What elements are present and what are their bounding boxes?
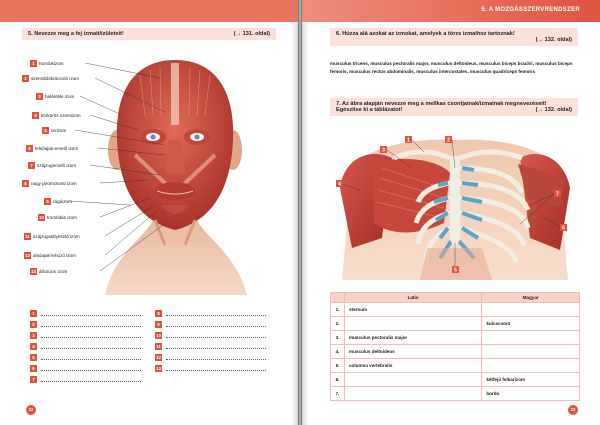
chest-label-1: 1 (407, 137, 410, 144)
chest-label-5: 5 (454, 267, 457, 274)
page-number-left: 32 (26, 405, 36, 415)
face-label: 4 körkörös szemizom (32, 112, 81, 119)
face-label: 8 nagy járomcsonti izom (22, 180, 77, 187)
question-7-ref: (→ 132. oldal) (535, 107, 572, 113)
left-page (0, 0, 298, 425)
question-7-bar (330, 98, 578, 116)
answer-row[interactable]: 7 (30, 376, 141, 383)
table-row: 4. musculus deltoideus (331, 345, 580, 359)
question-6-bar (330, 28, 578, 46)
question-6-ref: (→ 132. oldal) (535, 37, 572, 43)
chest-label-6: 6 (562, 225, 565, 232)
answer-row[interactable]: 10 (155, 332, 266, 339)
table-row: 1. sternum (331, 303, 580, 317)
answer-row[interactable]: 12 (155, 354, 266, 361)
answer-row[interactable]: 1 (30, 310, 141, 317)
answer-row[interactable]: 9 (155, 321, 266, 328)
table-row: 3. musculus pectoralis major (331, 331, 580, 345)
right-header-band (302, 0, 600, 22)
table-row: 2. kulcscsont (331, 317, 580, 331)
chest-label-7: 7 (556, 191, 559, 198)
chest-illustration (332, 128, 578, 280)
face-label: 2 szemöldökráncoló izom (22, 75, 79, 82)
question-5-ref: (→ 131. oldal) (233, 31, 270, 37)
chest-svg (332, 128, 578, 280)
face-label: 5 orrizom (42, 127, 66, 134)
face-label: 13 állcsúcsi izom (30, 269, 68, 274)
question-5-text: 5. Nevezze meg a fej izmait/izületeit! (28, 31, 124, 37)
face-label: 10 trombitás izom (38, 215, 77, 220)
answer-row[interactable]: 3 (30, 332, 141, 339)
face-pointer-lines (0, 0, 298, 425)
answer-row[interactable]: 13 (155, 365, 266, 372)
answer-row[interactable]: 5 (30, 354, 141, 361)
face-label: 1 homlokizom (30, 60, 64, 67)
answer-row[interactable]: 8 (155, 310, 266, 317)
chest-label-3: 3 (382, 147, 385, 154)
page-number-right: 33 (568, 405, 578, 415)
answer-row[interactable]: 2 (30, 321, 141, 328)
face-label: 9 rágóizom (44, 198, 72, 205)
table-header-magyar: Magyar (482, 293, 580, 303)
answer-row[interactable]: 11 (155, 343, 266, 350)
chest-label-4: 4 (338, 181, 341, 188)
question-6-text: 6. Húzza alá azokat az izmokat, amelyek a törzs izmaihoz tartoznak! (336, 31, 515, 37)
question-7-line-2: Egészítse ki a táblázatot! (336, 107, 403, 113)
section-title: 5. A MOZGÁSSZERVRENDSZER (481, 7, 580, 13)
table-header-num (331, 293, 345, 303)
right-page (302, 0, 600, 425)
face-label: 3 halántéki izom (36, 93, 74, 100)
face-label: 6 felsőajak-emelő izom (26, 145, 78, 152)
table-row: 6. kétfejű felkarizom (331, 373, 580, 387)
answer-row[interactable]: 6 (30, 365, 141, 372)
chest-label-2: 2 (447, 137, 450, 144)
face-label: 12 alsóajak-lehúzó izom (24, 253, 76, 258)
question-6-word-list: musculus tricens, musculus pectoralis major, musculus deltoideus, musculus biceps brachii, musculus biceps femoris, musculus rectus abdominalis, musculus intercostales, musculus quadriceps femoris (330, 61, 573, 74)
answer-row[interactable]: 4 (30, 343, 141, 350)
face-label: 7 szájzugemelő izom (28, 162, 76, 169)
table-row: 7. borda (331, 387, 580, 401)
question-7-line-1: 7. Az ábra alapján nevezze meg a mellkas csontjainak/izmainak megnevezéseit! (336, 101, 547, 107)
face-label: 11 szájzugsüllyesztő izom (25, 234, 80, 239)
table-header-latin: Latin (345, 293, 482, 303)
table-row: 5. columna vertebralis (331, 359, 580, 373)
latin-hungarian-table (330, 292, 580, 401)
